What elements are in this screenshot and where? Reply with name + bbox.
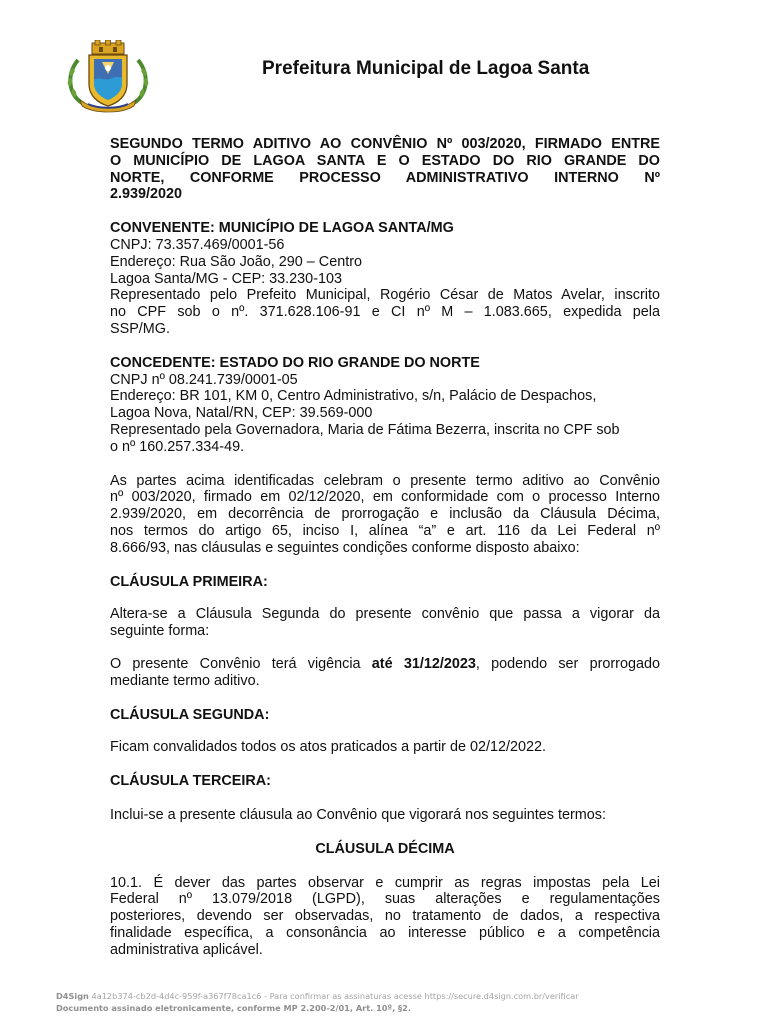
clausula-primeira — [110, 574, 660, 690]
convenente-cnpj: CNPJ: 73.357.469/0001-56 — [110, 236, 285, 253]
concedente-address-line: Endereço: BR 101, KM 0, Centro Administrativo, s/n, Palácio de Despachos, — [110, 388, 597, 405]
intro-line: 2.939/2020, em decorrência de prorrogação e inclusão da Cláusula Décima, — [110, 506, 660, 523]
document-title — [110, 136, 660, 203]
clausula-decima-line: Federal nº 13.079/2018 (LGPD), suas alterações e regulamentações — [110, 891, 660, 908]
convenente-rep-line: Representado pelo Prefeito Municipal, Rogério César de Matos Avelar, inscrito — [110, 287, 660, 304]
convenente-block — [110, 220, 660, 338]
concedente-cnpj: CNPJ nº 08.241.739/0001-05 — [110, 371, 298, 388]
footer-line-1 — [56, 990, 746, 1002]
concedente-block — [110, 355, 660, 456]
title-line: 2.939/2020 — [110, 186, 183, 203]
concedente-rep-line: o nº 160.257.334-49. — [110, 438, 245, 455]
convenente-address: Endereço: Rua São João, 290 – Centro — [110, 253, 363, 270]
clausula-decima-heading: CLÁUSULA DÉCIMA — [315, 840, 455, 857]
clausula-terceira — [110, 773, 660, 824]
clausula-decima-line: posteriores, devendo ser observadas, no tratamento de dados, a respectiva — [110, 908, 660, 925]
clausula-primeira-heading: CLÁUSULA PRIMEIRA: — [110, 573, 268, 590]
clausula-primeira-line: seguinte forma: — [110, 623, 210, 640]
title-line: NORTE, CONFORME PROCESSO ADMINISTRATIVO INTERNO Nº — [110, 169, 660, 186]
footer-verify-text: 4a12b374-cb2d-4d4c-959f-a367f78ca1c6 - Para confirmar as assinaturas acesse https://secure.d4sign.com.br/verificar — [91, 991, 579, 1001]
clausula-decima — [110, 841, 660, 959]
concedente-heading: CONCEDENTE: ESTADO DO RIO GRANDE DO NORTE — [110, 354, 480, 371]
intro-line: 8.666/93, nas cláusulas e seguintes condições conforme disposto abaixo: — [110, 539, 580, 556]
title-line: O MUNICÍPIO DE LAGOA SANTA E O ESTADO DO RIO GRANDE DO — [110, 152, 660, 169]
intro-line: nos termos do artigo 65, inciso I, alínea “a” e art. 116 da Lei Federal nº — [110, 522, 660, 539]
convenente-city: Lagoa Santa/MG - CEP: 33.230-103 — [110, 270, 342, 287]
page-title: Prefeitura Municipal de Lagoa Santa — [262, 58, 590, 79]
concedente-address-line: Lagoa Nova, Natal/RN, CEP: 39.569-000 — [110, 405, 373, 422]
clausula-decima-line: administrativa aplicável. — [110, 941, 263, 958]
intro-line: nº 003/2020, firmado em 02/12/2020, em conformidade com o processo Interno — [110, 489, 660, 506]
clausula-decima-line: finalidade específica, a consonância ao interesse público e a competência — [110, 924, 660, 941]
vigencia-line-2: mediante termo aditivo. — [110, 672, 260, 689]
footer-brand: D4Sign — [56, 991, 89, 1001]
title-line: SEGUNDO TERMO ADITIVO AO CONVÊNIO Nº 003/2020, FIRMADO ENTRE — [110, 136, 660, 152]
vigencia-date: até 31/12/2023 — [371, 655, 476, 672]
clausula-terceira-heading: CLÁUSULA TERCEIRA: — [110, 773, 271, 790]
clausula-segunda — [110, 707, 660, 757]
concedente-rep-line: Representado pela Governadora, Maria de Fátima Bezerra, inscrita no CPF sob — [110, 421, 620, 438]
clausula-segunda-text: Ficam convalidados todos os atos praticados a partir de 02/12/2022. — [110, 739, 546, 756]
clausula-primeira-line: Altera-se a Cláusula Segunda do presente convênio que passa a vigorar da — [110, 606, 660, 623]
municipal-coat-of-arms-icon — [62, 40, 154, 114]
intro-paragraph — [110, 473, 660, 557]
vigencia-text-pre: O presente Convênio terá vigência — [110, 655, 372, 672]
clausula-terceira-text: Inclui-se a presente cláusula ao Convênio que vigorará nos seguintes termos: — [110, 806, 606, 823]
convenente-rep-line: no CPF sob o nº. 371.628.106-91 e CI nº M – 1.083.665, expedida pela — [110, 304, 660, 321]
document-body — [110, 136, 660, 958]
clausula-segunda-heading: CLÁUSULA SEGUNDA: — [110, 706, 270, 723]
footer-line-2 — [56, 1002, 746, 1014]
footer-legal-text: Documento assinado eletronicamente, conforme MP 2.200-2/01, Art. 10º, §2. — [56, 1003, 411, 1013]
vigencia-line — [110, 656, 660, 673]
signature-footer — [56, 990, 746, 1014]
convenente-heading: CONVENENTE: MUNICÍPIO DE LAGOA SANTA/MG — [110, 220, 454, 237]
clausula-decima-line: 10.1. É dever das partes observar e cumprir as regras impostas pela Lei — [110, 874, 660, 891]
convenente-rep-line: SSP/MG. — [110, 320, 170, 337]
intro-line: As partes acima identificadas celebram o presente termo aditivo ao Convênio — [110, 472, 660, 489]
vigencia-text-post: , podendo ser prorrogado — [475, 655, 660, 672]
